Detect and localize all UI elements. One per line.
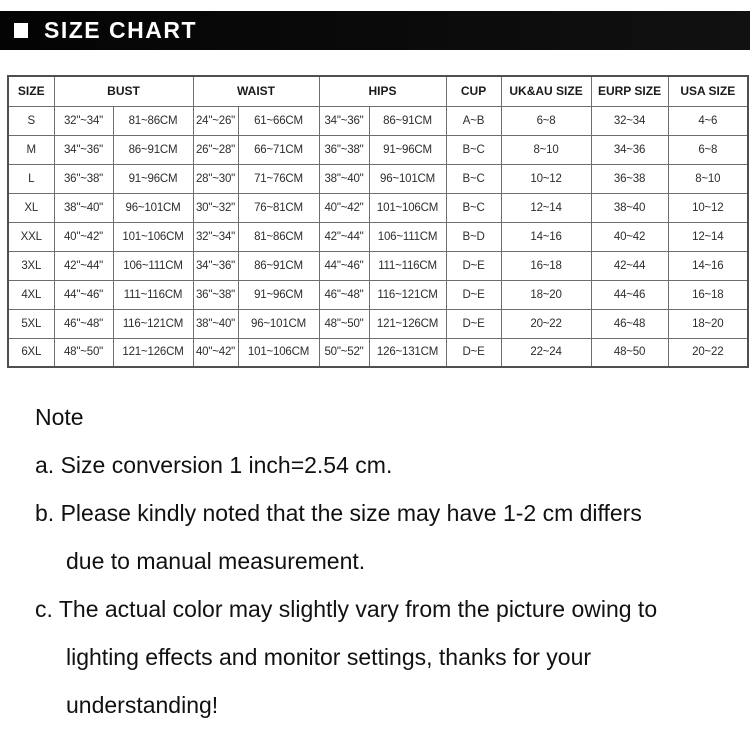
column-header-waist: WAIST: [193, 76, 319, 106]
table-cell: 22~24: [501, 338, 591, 367]
table-cell: 86~91CM: [369, 106, 446, 135]
table-cell: B~C: [446, 135, 501, 164]
table-cell: 101~106CM: [238, 338, 319, 367]
table-cell: 91~96CM: [369, 135, 446, 164]
size-table-body: [8, 106, 748, 367]
table-cell: 106~111CM: [369, 222, 446, 251]
table-cell: 34"~36": [54, 135, 113, 164]
table-cell: 40"~42": [319, 193, 369, 222]
table-cell: 44~46: [591, 280, 668, 309]
table-cell: 48"~50": [54, 338, 113, 367]
table-cell: 12~14: [668, 222, 748, 251]
table-row: [8, 338, 748, 367]
notes-heading: Note: [35, 404, 84, 430]
table-cell: XXL: [8, 222, 54, 251]
table-cell: 34"~36": [319, 106, 369, 135]
table-cell: 61~66CM: [238, 106, 319, 135]
table-row: [8, 164, 748, 193]
table-cell: 36"~38": [193, 280, 238, 309]
table-cell: 20~22: [501, 309, 591, 338]
table-cell: 48"~50": [319, 309, 369, 338]
table-cell: 32"~34": [54, 106, 113, 135]
table-cell: 18~20: [668, 309, 748, 338]
table-cell: XL: [8, 193, 54, 222]
square-bullet-icon: [14, 23, 28, 38]
table-cell: 66~71CM: [238, 135, 319, 164]
table-cell: 71~76CM: [238, 164, 319, 193]
column-header-usa-size: USA SIZE: [668, 76, 748, 106]
table-cell: 86~91CM: [113, 135, 193, 164]
table-cell: 10~12: [501, 164, 591, 193]
table-cell: 38"~40": [319, 164, 369, 193]
table-cell: 86~91CM: [238, 251, 319, 280]
table-row: [8, 280, 748, 309]
table-cell: 96~101CM: [369, 164, 446, 193]
table-cell: 6~8: [501, 106, 591, 135]
table-cell: 4XL: [8, 280, 54, 309]
table-cell: 42"~44": [54, 251, 113, 280]
table-cell: 46~48: [591, 309, 668, 338]
table-cell: 6~8: [668, 135, 748, 164]
table-cell: 111~116CM: [113, 280, 193, 309]
table-cell: D~E: [446, 251, 501, 280]
table-cell: 32~34: [591, 106, 668, 135]
table-cell: 116~121CM: [369, 280, 446, 309]
table-cell: D~E: [446, 309, 501, 338]
table-cell: 18~20: [501, 280, 591, 309]
table-cell: 96~101CM: [238, 309, 319, 338]
table-cell: 40"~42": [54, 222, 113, 251]
table-cell: 10~12: [668, 193, 748, 222]
table-cell: 81~86CM: [113, 106, 193, 135]
table-cell: B~C: [446, 193, 501, 222]
notes-lines: [35, 451, 735, 719]
table-cell: 28"~30": [193, 164, 238, 193]
table-cell: 26"~28": [193, 135, 238, 164]
table-cell: 16~18: [501, 251, 591, 280]
table-cell: 4~6: [668, 106, 748, 135]
table-row: [8, 222, 748, 251]
table-cell: 38"~40": [193, 309, 238, 338]
table-cell: 111~116CM: [369, 251, 446, 280]
note-line: a. Size conversion 1 inch=2.54 cm.: [35, 452, 393, 478]
table-cell: 121~126CM: [113, 338, 193, 367]
note-line: c. The actual color may slightly vary from the picture owing to: [35, 596, 658, 622]
table-cell: 14~16: [501, 222, 591, 251]
table-row: [8, 106, 748, 135]
table-cell: B~D: [446, 222, 501, 251]
table-cell: 48~50: [591, 338, 668, 367]
table-cell: 34"~36": [193, 251, 238, 280]
column-header-cup: CUP: [446, 76, 501, 106]
table-header-row: [8, 76, 748, 106]
table-cell: 34~36: [591, 135, 668, 164]
notes-section: [35, 403, 735, 719]
column-header-size: SIZE: [8, 76, 54, 106]
table-cell: S: [8, 106, 54, 135]
page-title: SIZE CHART: [44, 17, 197, 43]
table-cell: 46"~48": [54, 309, 113, 338]
table-cell: 40"~42": [193, 338, 238, 367]
table-cell: 101~106CM: [113, 222, 193, 251]
table-cell: 38"~40": [54, 193, 113, 222]
table-cell: 30"~32": [193, 193, 238, 222]
table-row: [8, 135, 748, 164]
table-cell: 5XL: [8, 309, 54, 338]
note-line: lighting effects and monitor settings, thanks for your: [66, 644, 592, 670]
column-header-bust: BUST: [54, 76, 193, 106]
table-cell: 44"~46": [54, 280, 113, 309]
table-cell: 24"~26": [193, 106, 238, 135]
size-chart-title-bar: [0, 11, 750, 50]
table-cell: 96~101CM: [113, 193, 193, 222]
table-cell: 50"~52": [319, 338, 369, 367]
table-cell: 40~42: [591, 222, 668, 251]
table-cell: 91~96CM: [113, 164, 193, 193]
table-cell: 42"~44": [319, 222, 369, 251]
table-cell: 101~106CM: [369, 193, 446, 222]
table-cell: D~E: [446, 280, 501, 309]
column-header-hips: HIPS: [319, 76, 446, 106]
table-cell: 36~38: [591, 164, 668, 193]
column-header-ukau-size: UK&AU SIZE: [501, 76, 591, 106]
table-cell: 46"~48": [319, 280, 369, 309]
table-cell: 76~81CM: [238, 193, 319, 222]
table-cell: L: [8, 164, 54, 193]
table-cell: M: [8, 135, 54, 164]
table-cell: 32"~34": [193, 222, 238, 251]
note-line: due to manual measurement.: [66, 548, 366, 574]
table-cell: 91~96CM: [238, 280, 319, 309]
table-cell: 12~14: [501, 193, 591, 222]
table-cell: D~E: [446, 338, 501, 367]
size-chart-table: [7, 75, 749, 368]
table-cell: 36"~38": [54, 164, 113, 193]
table-cell: B~C: [446, 164, 501, 193]
table-cell: 36"~38": [319, 135, 369, 164]
table-row: [8, 309, 748, 338]
table-cell: 106~111CM: [113, 251, 193, 280]
table-cell: 3XL: [8, 251, 54, 280]
table-cell: 16~18: [668, 280, 748, 309]
table-cell: 121~126CM: [369, 309, 446, 338]
table-cell: 126~131CM: [369, 338, 446, 367]
table-cell: A~B: [446, 106, 501, 135]
table-cell: 6XL: [8, 338, 54, 367]
table-cell: 38~40: [591, 193, 668, 222]
table-row: [8, 193, 748, 222]
column-header-eurp-size: EURP SIZE: [591, 76, 668, 106]
table-cell: 8~10: [668, 164, 748, 193]
table-row: [8, 251, 748, 280]
note-line: b. Please kindly noted that the size may have 1-2 cm differs: [35, 500, 642, 526]
note-line: understanding!: [66, 692, 219, 718]
table-cell: 81~86CM: [238, 222, 319, 251]
table-cell: 116~121CM: [113, 309, 193, 338]
table-cell: 20~22: [668, 338, 748, 367]
table-cell: 8~10: [501, 135, 591, 164]
table-cell: 44"~46": [319, 251, 369, 280]
table-cell: 14~16: [668, 251, 748, 280]
table-cell: 42~44: [591, 251, 668, 280]
